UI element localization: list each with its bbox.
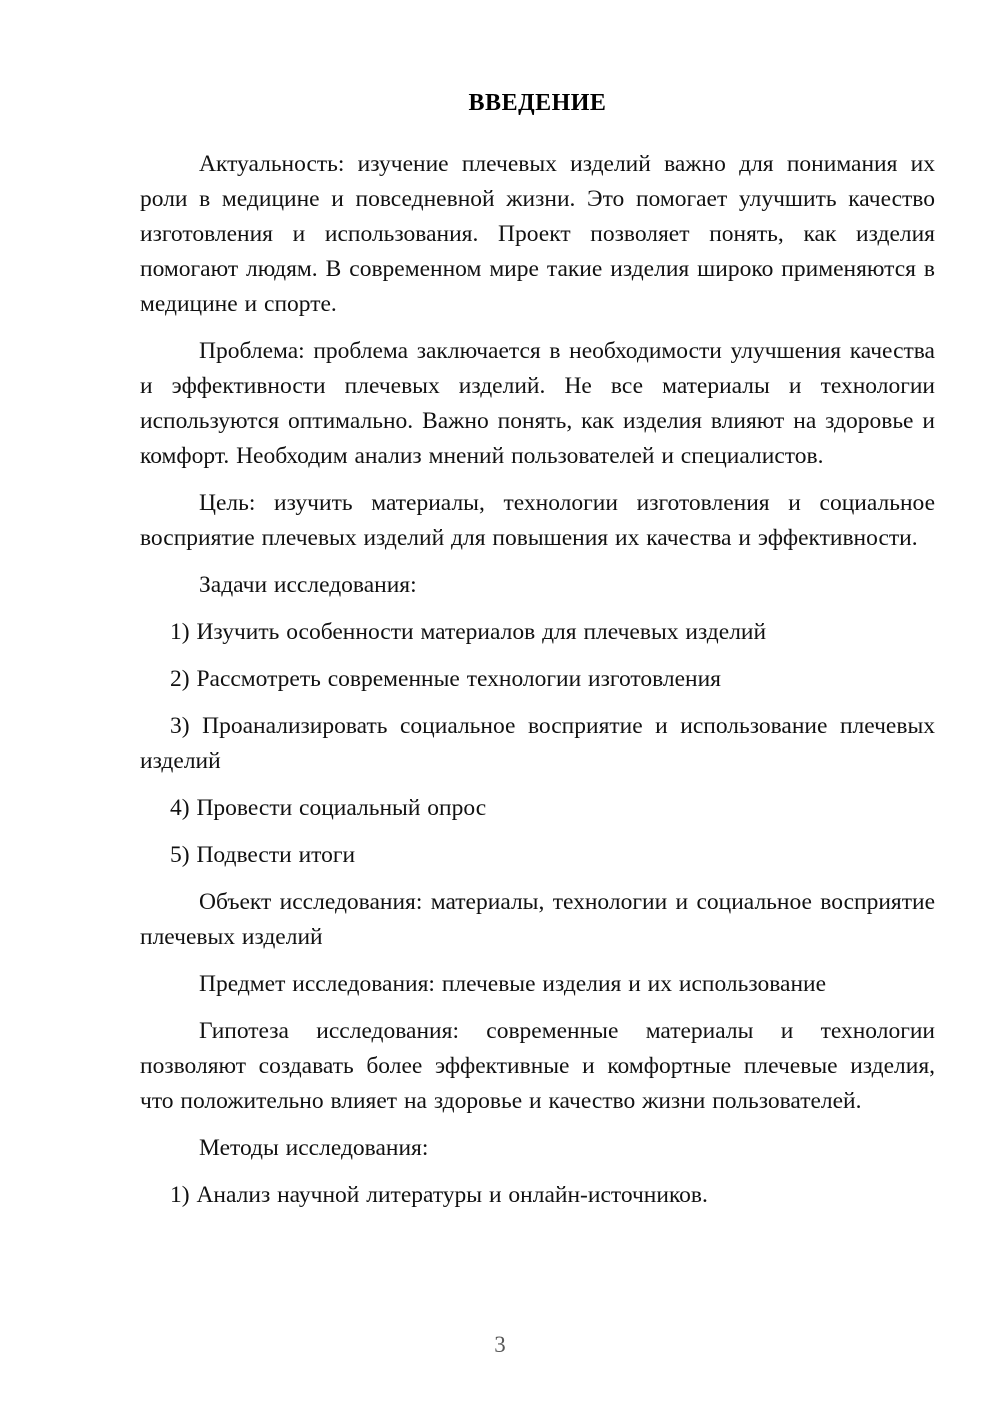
methods-heading: Методы исследования: xyxy=(199,1135,429,1161)
tasks-heading: Задачи исследования: xyxy=(199,572,417,598)
paragraph-problem: Проблема: проблема заключается в необходимости улучшения качества и эффективности плечевых изделий. Не все материалы и технологии используются оптимально. Важно понять, как изделия влияют на здоровье и комфорт. Необходим анализ мнений пользователей и специалистов. xyxy=(140,338,935,469)
task-item-5: 5) Подвести итоги xyxy=(170,842,356,868)
method-item-1: 1) Анализ научной литературы и онлайн-источников. xyxy=(170,1182,708,1208)
paragraph-object: Объект исследования: материалы, технологии и социальное восприятие плечевых изделий xyxy=(140,889,935,950)
paragraph-goal: Цель: изучить материалы, технологии изготовления и социальное восприятие плечевых изделий для повышения их качества и эффективности. xyxy=(140,490,935,551)
page-title: ВВЕДЕНИЕ xyxy=(468,90,607,116)
page-number: 3 xyxy=(494,1332,506,1357)
task-item-2: 2) Рассмотреть современные технологии изготовления xyxy=(170,666,721,692)
task-item-3: 3) Проанализировать социальное восприятие и использование плечевых изделий xyxy=(140,713,935,774)
paragraph-subject: Предмет исследования: плечевые изделия и их использование xyxy=(199,971,827,997)
paragraph-hypothesis: Гипотеза исследования: современные материалы и технологии позволяют создавать более эффективные и комфортные плечевые изделия, что положительно влияет на здоровье и качество жизни пользователей. xyxy=(140,1018,935,1114)
document-content xyxy=(140,86,935,1225)
paragraph-relevance: Актуальность: изучение плечевых изделий важно для понимания их роли в медицине и повседневной жизни. Это помогает улучшить качество изготовления и использования. Проект позволяет понять, как изделия помогают людям. В современном мире такие изделия широко применяются в медицине и спорте. xyxy=(140,151,935,317)
task-item-4: 4) Провести социальный опрос xyxy=(170,795,487,821)
task-item-1: 1) Изучить особенности материалов для плечевых изделий xyxy=(170,619,767,645)
